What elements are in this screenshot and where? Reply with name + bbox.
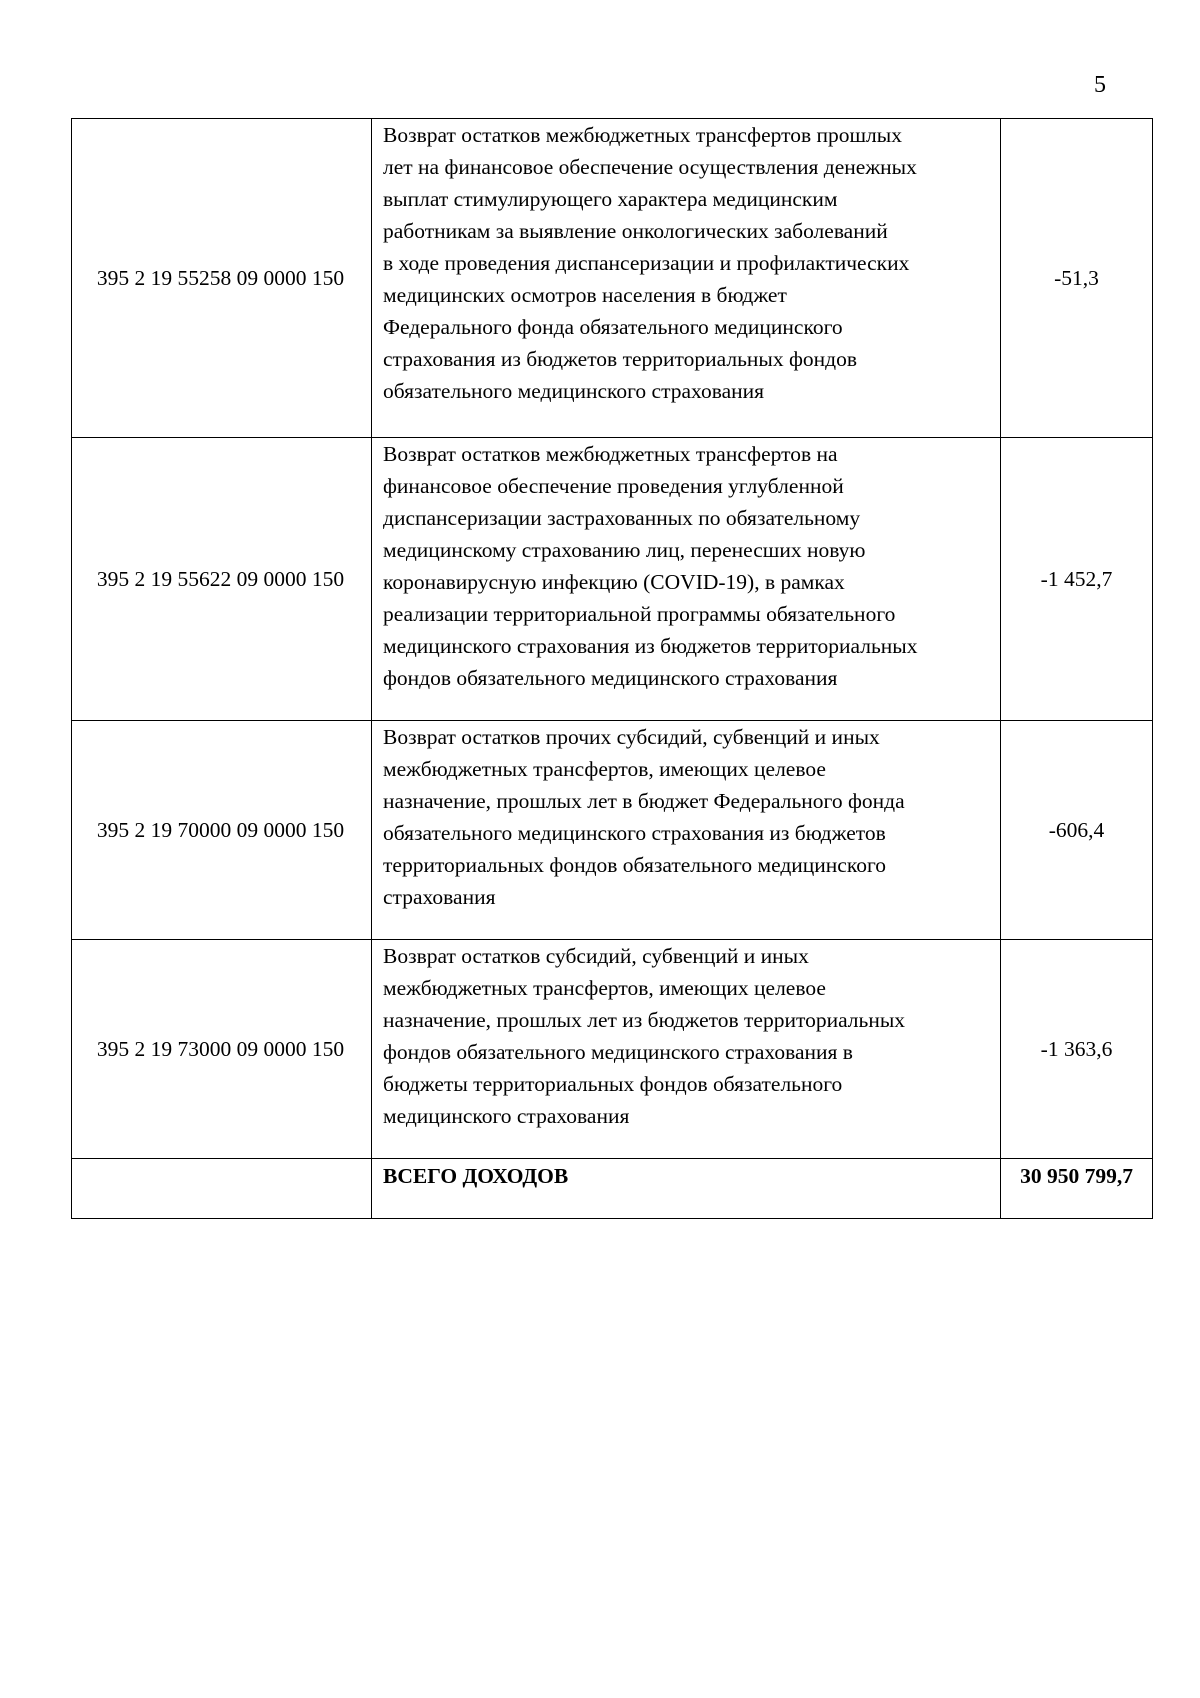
empty-cell — [72, 1159, 372, 1219]
total-amount: 30 950 799,7 — [1001, 1159, 1153, 1219]
page-number: 5 — [1094, 72, 1106, 98]
revenue-description — [372, 438, 1001, 721]
description-line: фондов обязательного медицинского страхования в — [383, 1040, 853, 1064]
description-line: медицинского страхования из бюджетов территориальных — [383, 634, 918, 658]
description-line: фондов обязательного медицинского страхования — [383, 666, 838, 690]
description-line: обязательного медицинского страхования — [383, 379, 765, 403]
total-label: ВСЕГО ДОХОДОВ — [372, 1159, 1001, 1219]
description-line: выплат стимулирующего характера медицинским — [383, 187, 838, 211]
description-line: медицинского страхования — [383, 1104, 630, 1128]
table-row — [72, 119, 1153, 438]
description-line: межбюджетных трансфертов, имеющих целевое — [383, 757, 826, 781]
description-line: назначение, прошлых лет в бюджет Федерального фонда — [383, 789, 905, 813]
table-row — [72, 940, 1153, 1159]
description-line: Возврат остатков субсидий, субвенций и иных — [383, 944, 809, 968]
table-row — [72, 438, 1153, 721]
description-line: реализации территориальной программы обязательного — [383, 602, 896, 626]
budget-code: 395 2 19 55258 09 0000 150 — [72, 119, 372, 438]
total-row — [72, 1159, 1153, 1219]
revenue-table — [71, 118, 1153, 1219]
description-line: межбюджетных трансфертов, имеющих целевое — [383, 976, 826, 1000]
description-line: медицинских осмотров населения в бюджет — [383, 283, 787, 307]
budget-code: 395 2 19 73000 09 0000 150 — [72, 940, 372, 1159]
amount: -1 363,6 — [1001, 940, 1153, 1159]
budget-code: 395 2 19 70000 09 0000 150 — [72, 721, 372, 940]
description-line: страхования — [383, 885, 496, 909]
amount: -51,3 — [1001, 119, 1153, 438]
description-line: медицинскому страхованию лиц, перенесших новую — [383, 538, 866, 562]
revenue-description — [372, 940, 1001, 1159]
description-line: назначение, прошлых лет из бюджетов территориальных — [383, 1008, 906, 1032]
description-line: в ходе проведения диспансеризации и профилактических — [383, 251, 910, 275]
description-line: работникам за выявление онкологических заболеваний — [383, 219, 888, 243]
description-line: бюджеты территориальных фондов обязательного — [383, 1072, 843, 1096]
amount: -606,4 — [1001, 721, 1153, 940]
description-line: финансовое обеспечение проведения углубленной — [383, 474, 844, 498]
revenue-description — [372, 721, 1001, 940]
budget-code: 395 2 19 55622 09 0000 150 — [72, 438, 372, 721]
revenue-description — [372, 119, 1001, 438]
description-line: Возврат остатков межбюджетных трансфертов на — [383, 442, 838, 466]
description-line: Возврат остатков межбюджетных трансфертов прошлых — [383, 123, 902, 147]
description-line: диспансеризации застрахованных по обязательному — [383, 506, 861, 530]
description-line: территориальных фондов обязательного медицинского — [383, 853, 886, 877]
description-line: лет на финансовое обеспечение осуществления денежных — [383, 155, 917, 179]
description-line: коронавирусную инфекцию (COVID-19), в рамках — [383, 570, 845, 594]
description-line: Возврат остатков прочих субсидий, субвенций и иных — [383, 725, 880, 749]
table-row — [72, 721, 1153, 940]
description-line: страхования из бюджетов территориальных фондов — [383, 347, 858, 371]
description-line: обязательного медицинского страхования из бюджетов — [383, 821, 886, 845]
amount: -1 452,7 — [1001, 438, 1153, 721]
description-line: Федерального фонда обязательного медицинского — [383, 315, 843, 339]
